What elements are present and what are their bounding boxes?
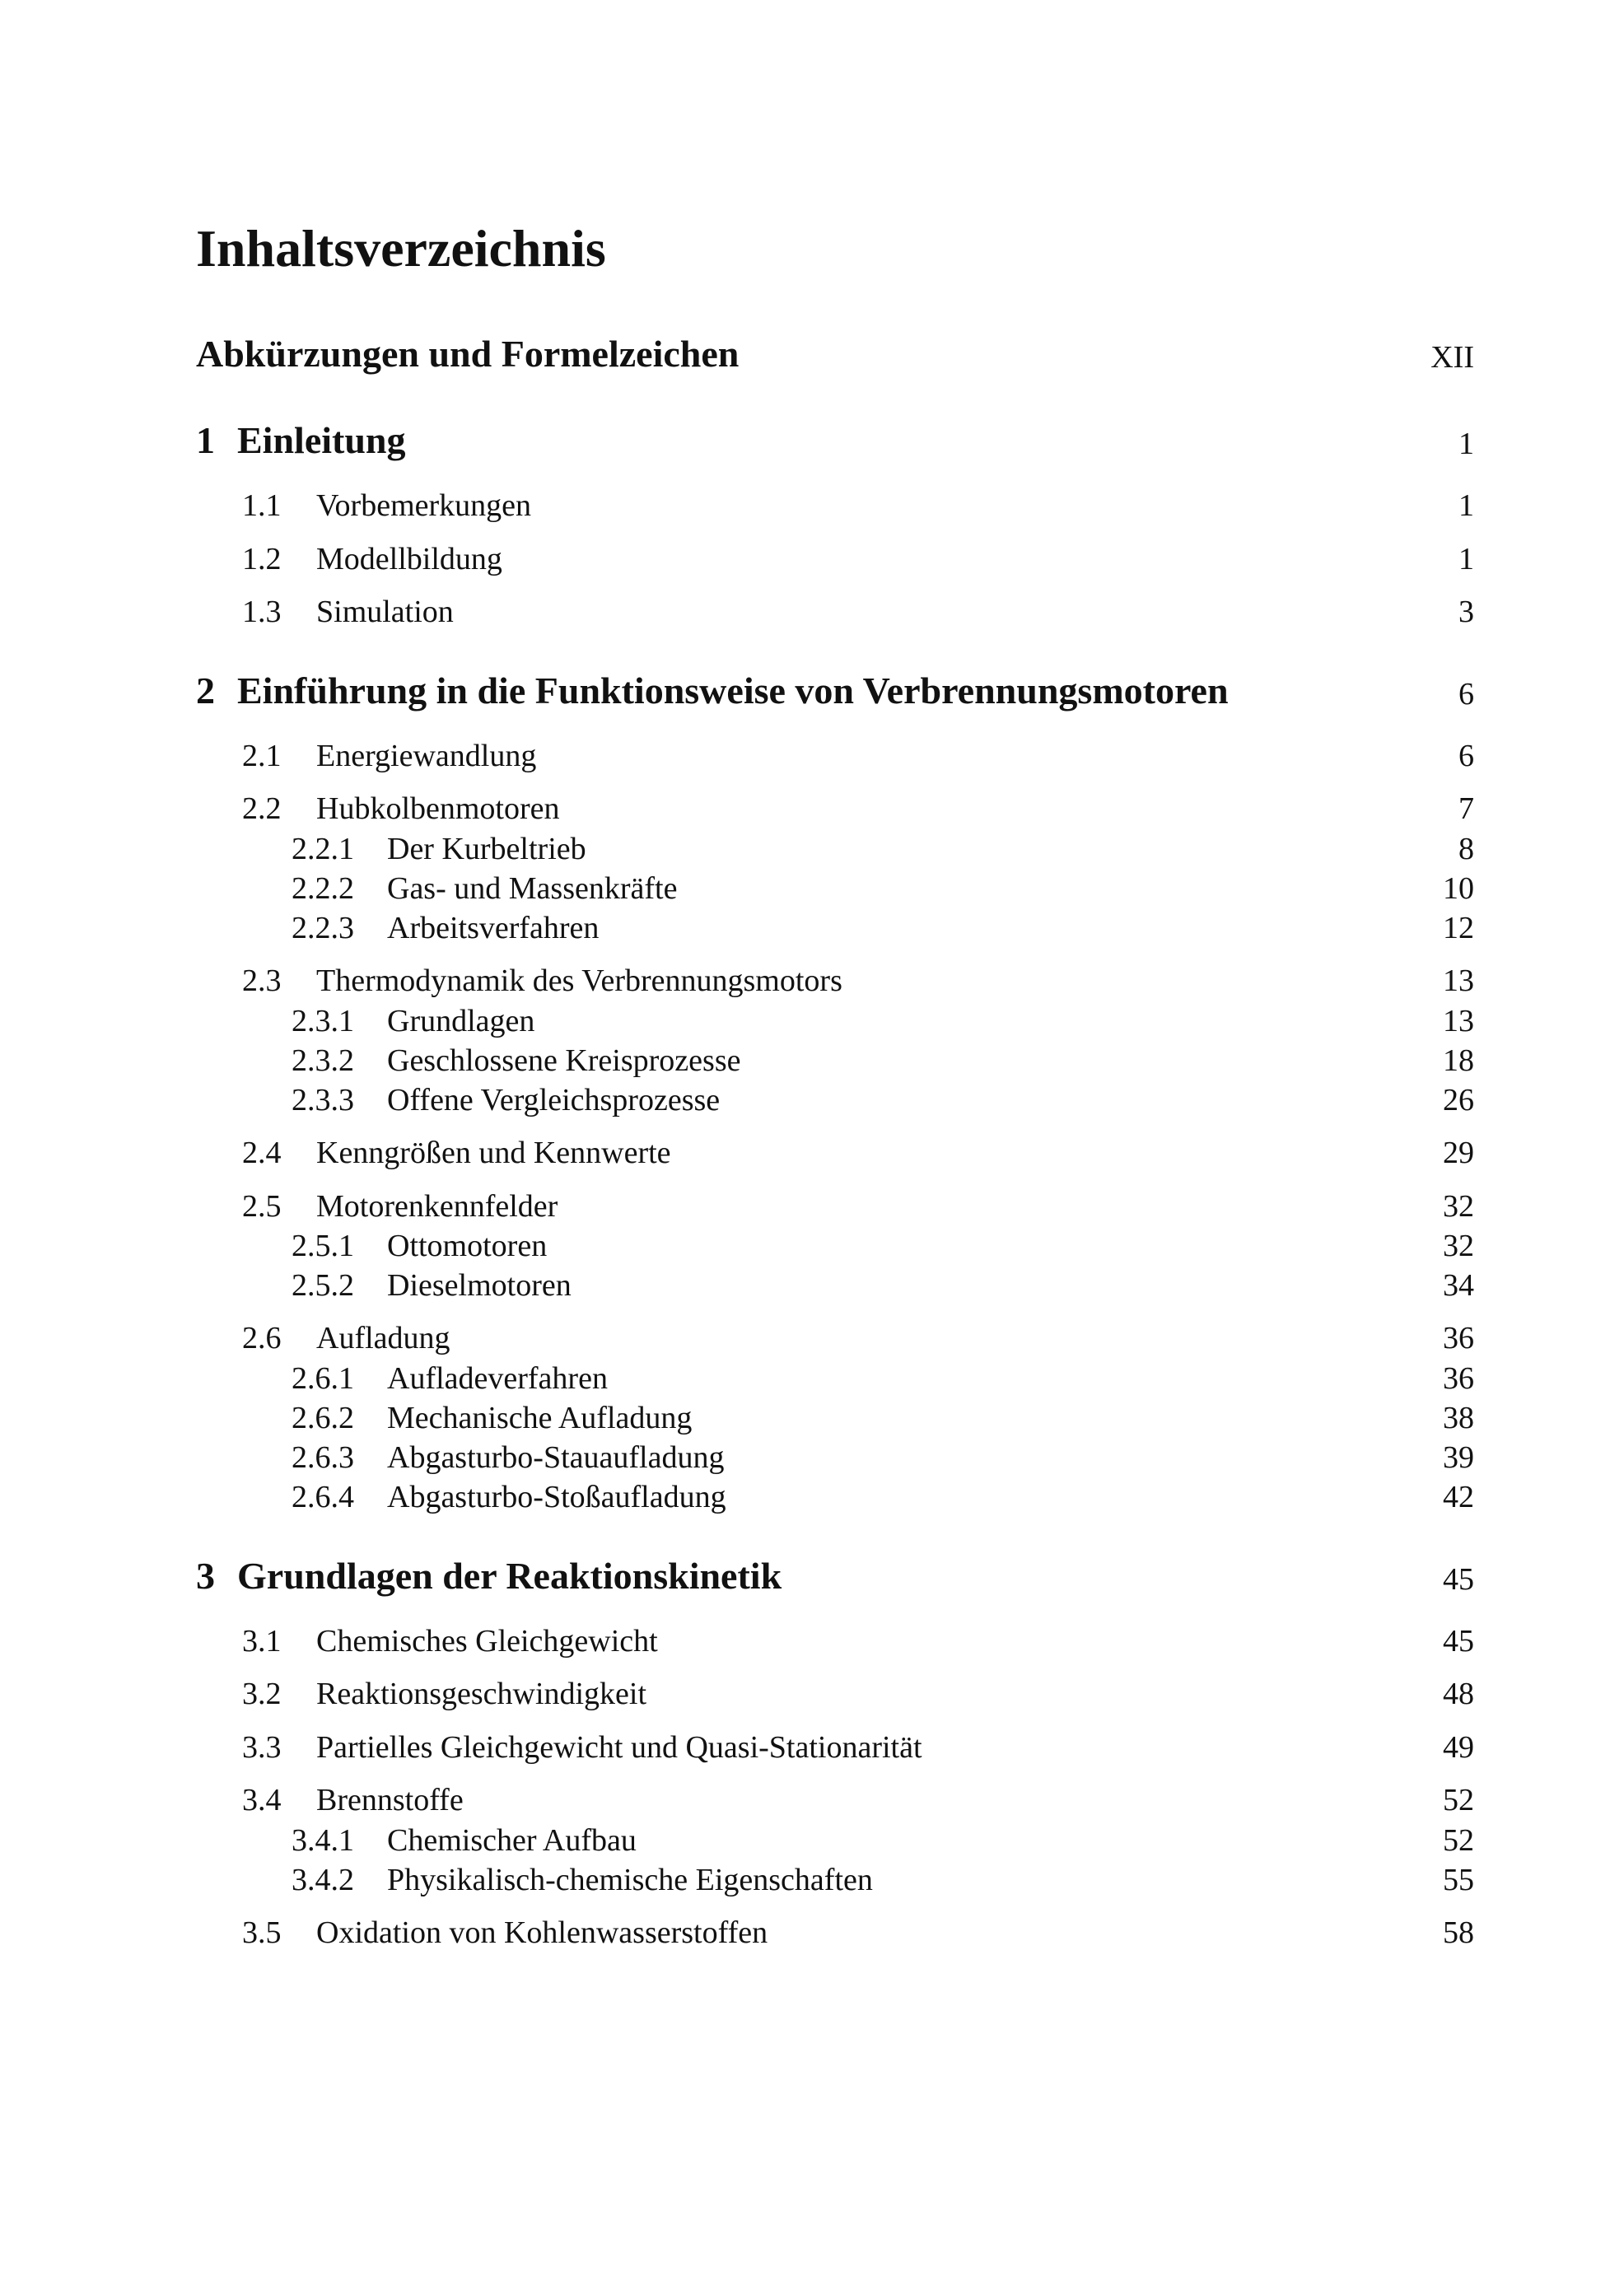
toc-section-page: 45 xyxy=(1443,1624,1474,1659)
toc-chapter-number: 3 xyxy=(196,1555,215,1597)
toc-section-title: Aufladung xyxy=(316,1321,450,1355)
toc-subsection-2-6-4[interactable] xyxy=(0,1466,1624,1515)
toc-chapter-number: 1 xyxy=(196,419,215,461)
toc-section-title: Chemisches Gleichgewicht xyxy=(316,1624,658,1659)
toc-section-title: Partielles Gleichgewicht und Quasi-Stationarität xyxy=(316,1730,922,1765)
toc-subsection-page: 39 xyxy=(1443,1440,1474,1475)
toc-subsection-number: 2.3.3 xyxy=(292,1083,354,1117)
toc-section-title: Brennstoffe xyxy=(316,1783,464,1817)
toc-chapter-title: Einleitung xyxy=(237,419,406,461)
toc-section-title: Vorbemerkungen xyxy=(316,488,532,523)
toc-section-page: 1 xyxy=(1458,542,1474,576)
toc-subsection-page: 32 xyxy=(1443,1229,1474,1263)
toc-subsection-number: 2.6.4 xyxy=(292,1480,354,1514)
toc-subsection-title: Offene Vergleichsprozesse xyxy=(387,1083,721,1117)
toc-subsection-number: 3.4.1 xyxy=(292,1823,354,1858)
toc-section-number: 1.1 xyxy=(242,488,282,523)
toc-subsection-page: 8 xyxy=(1458,832,1474,866)
toc-subsection-number: 2.2.1 xyxy=(292,832,354,866)
toc-chapter-page: 1 xyxy=(1458,427,1474,461)
toc-section-2-1[interactable] xyxy=(0,725,1624,774)
toc-subsection-number: 2.6.2 xyxy=(292,1401,354,1435)
toc-section-page: 36 xyxy=(1443,1321,1474,1355)
toc-subsection-page: 18 xyxy=(1443,1043,1474,1078)
toc-subsection-number: 2.3.2 xyxy=(292,1043,354,1078)
toc-subsection-title: Abgasturbo-Stoßaufladung xyxy=(387,1480,726,1514)
toc-section-page: 1 xyxy=(1458,488,1474,523)
toc-section-title: Reaktionsgeschwindigkeit xyxy=(316,1677,647,1711)
toc-section-1-2[interactable] xyxy=(0,528,1624,577)
toc-section-page: 58 xyxy=(1443,1915,1474,1950)
toc-section-page: 48 xyxy=(1443,1677,1474,1711)
toc-subsection-title: Gas- und Massenkräfte xyxy=(387,871,678,906)
toc-subsection-page: 55 xyxy=(1443,1863,1474,1897)
toc-subsection-number: 2.5.1 xyxy=(292,1229,354,1263)
toc-subsection-number: 2.2.2 xyxy=(292,871,354,906)
toc-subsection-page: 26 xyxy=(1443,1083,1474,1117)
toc-subsection-title: Der Kurbeltrieb xyxy=(387,832,586,866)
toc-section-page: 52 xyxy=(1443,1783,1474,1817)
toc-section-title: Modellbildung xyxy=(316,542,502,576)
toc-section-page: 7 xyxy=(1458,791,1474,826)
toc-subsection-title: Abgasturbo-Stauaufladung xyxy=(387,1440,725,1475)
toc-section-number: 1.2 xyxy=(242,542,282,576)
toc-chapter-3[interactable] xyxy=(0,1548,1624,1598)
toc-section-number: 2.1 xyxy=(242,739,282,773)
toc-section-title: Kenngrößen und Kennwerte xyxy=(316,1136,671,1170)
toc-section-number: 1.3 xyxy=(242,595,282,629)
toc-chapter-page: 6 xyxy=(1458,677,1474,711)
toc-section-number: 3.5 xyxy=(242,1915,282,1950)
toc-section-page: 6 xyxy=(1458,739,1474,773)
toc-subsection-title: Chemischer Aufbau xyxy=(387,1823,637,1858)
page-title: Inhaltsverzeichnis xyxy=(196,219,606,278)
toc-section-number: 3.1 xyxy=(242,1624,282,1659)
toc-chapter-title: Grundlagen der Reaktionskinetik xyxy=(237,1555,782,1597)
toc-subsection-page: 38 xyxy=(1443,1401,1474,1435)
toc-subsection-2-2-3[interactable] xyxy=(0,897,1624,946)
toc-subsection-number: 2.6.1 xyxy=(292,1361,354,1396)
toc-section-page: 29 xyxy=(1443,1136,1474,1170)
toc-chapter-title: Einführung in die Funktionsweise von Verbrennungsmotoren xyxy=(237,669,1229,711)
toc-section-3-2[interactable] xyxy=(0,1663,1624,1712)
toc-section-1-3[interactable] xyxy=(0,581,1624,630)
toc-subsection-title: Arbeitsverfahren xyxy=(387,911,600,945)
toc-entry-page: XII xyxy=(1430,340,1474,375)
toc-subsection-title: Ottomotoren xyxy=(387,1229,548,1263)
toc-section-3-5[interactable] xyxy=(0,1901,1624,1951)
toc-section-number: 3.3 xyxy=(242,1730,282,1765)
toc-section-title: Thermodynamik des Verbrennungsmotors xyxy=(316,963,842,998)
toc-subsection-number: 2.5.2 xyxy=(292,1268,354,1303)
toc-subsection-number: 2.6.3 xyxy=(292,1440,354,1475)
toc-section-page: 49 xyxy=(1443,1730,1474,1765)
toc-section-page: 13 xyxy=(1443,963,1474,998)
toc-section-title: Simulation xyxy=(316,595,454,629)
toc-section-3-1[interactable] xyxy=(0,1610,1624,1659)
toc-section-number: 3.4 xyxy=(242,1783,282,1817)
toc-chapter-1[interactable] xyxy=(0,413,1624,462)
toc-subsection-number: 2.2.3 xyxy=(292,911,354,945)
toc-chapter-2[interactable] xyxy=(0,663,1624,712)
toc-subsection-page: 36 xyxy=(1443,1361,1474,1396)
toc-section-title: Energiewandlung xyxy=(316,739,537,773)
toc-section-number: 2.3 xyxy=(242,963,282,998)
toc-entry-title: Abkürzungen und Formelzeichen xyxy=(196,333,740,375)
toc-chapter-page: 45 xyxy=(1443,1562,1474,1597)
toc-section-1-1[interactable] xyxy=(0,474,1624,524)
toc-subsection-title: Aufladeverfahren xyxy=(387,1361,608,1396)
toc-subsection-3-4-2[interactable] xyxy=(0,1849,1624,1898)
toc-chapter-number: 2 xyxy=(196,669,215,711)
toc-subsection-page: 12 xyxy=(1443,911,1474,945)
toc-subsection-title: Dieselmotoren xyxy=(387,1268,572,1303)
toc-section-page: 3 xyxy=(1458,595,1474,629)
toc-subsection-page: 13 xyxy=(1443,1004,1474,1038)
toc-subsection-number: 3.4.2 xyxy=(292,1863,354,1897)
toc-subsection-title: Physikalisch-chemische Eigenschaften xyxy=(387,1863,873,1897)
toc-subsection-title: Geschlossene Kreisprozesse xyxy=(387,1043,741,1078)
toc-subsection-2-3-3[interactable] xyxy=(0,1069,1624,1118)
toc-subsection-page: 42 xyxy=(1443,1480,1474,1514)
toc-section-number: 2.6 xyxy=(242,1321,282,1355)
toc-subsection-page: 52 xyxy=(1443,1823,1474,1858)
toc-section-2-4[interactable] xyxy=(0,1122,1624,1171)
toc-section-number: 3.2 xyxy=(242,1677,282,1711)
toc-subsection-title: Mechanische Aufladung xyxy=(387,1401,693,1435)
toc-section-title: Hubkolbenmotoren xyxy=(316,791,560,826)
toc-section-number: 2.2 xyxy=(242,791,282,826)
toc-section-page: 32 xyxy=(1443,1189,1474,1224)
toc-subsection-title: Grundlagen xyxy=(387,1004,535,1038)
toc-subsection-number: 2.3.1 xyxy=(292,1004,354,1038)
toc-section-title: Motorenkennfelder xyxy=(316,1189,558,1224)
toc-section-title: Oxidation von Kohlenwasserstoffen xyxy=(316,1915,768,1950)
toc-subsection-page: 10 xyxy=(1443,871,1474,906)
toc-section-number: 2.4 xyxy=(242,1136,282,1170)
toc-subsection-2-5-2[interactable] xyxy=(0,1254,1624,1304)
toc-section-number: 2.5 xyxy=(242,1189,282,1224)
toc-subsection-page: 34 xyxy=(1443,1268,1474,1303)
toc-section-3-3[interactable] xyxy=(0,1716,1624,1766)
toc-entry-abbreviations[interactable] xyxy=(0,326,1624,376)
